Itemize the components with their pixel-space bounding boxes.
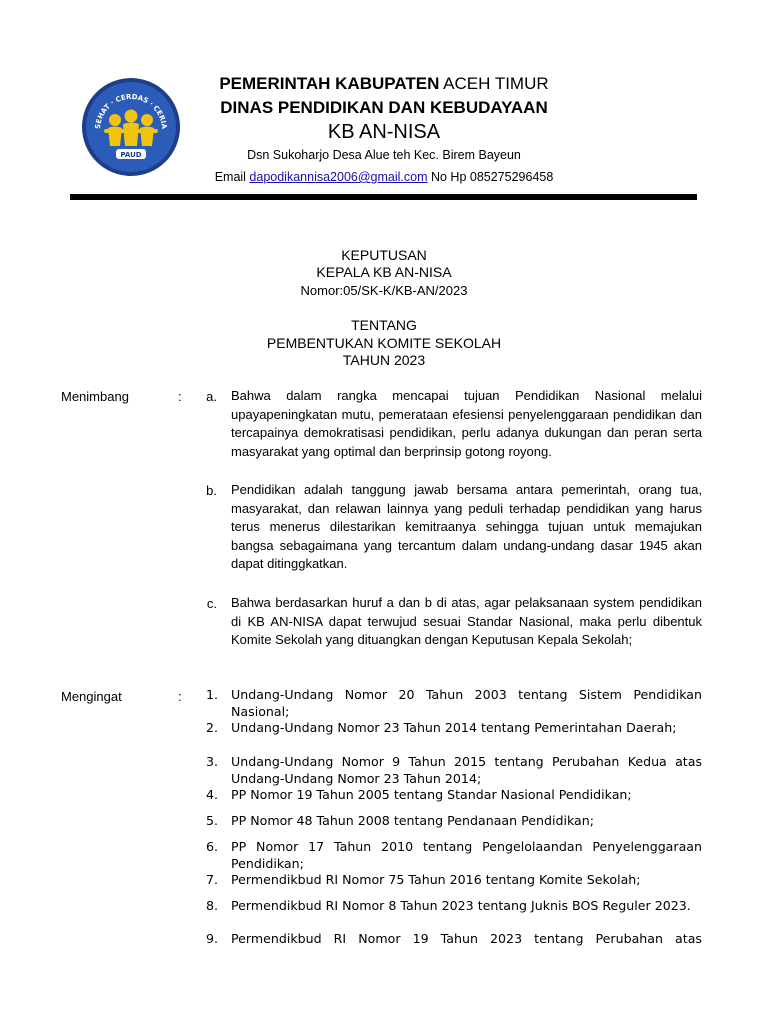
menimbang-colon: :: [178, 389, 182, 404]
menimbang-mark: c.: [206, 596, 217, 611]
menimbang-mark: a.: [206, 389, 217, 404]
email-label: Email: [214, 170, 250, 184]
mengingat-item: Permendikbud RI Nomor 75 Tahun 2016 tentang Komite Sekolah;: [231, 872, 641, 887]
mengingat-number: 5.: [205, 813, 218, 828]
mengingat-label: Mengingat: [61, 689, 122, 704]
letterhead-school-name: KB AN-NISA: [327, 121, 441, 143]
phone-number: No Hp 085275296458: [427, 170, 554, 184]
letterhead-region: ACEH TIMUR: [439, 74, 549, 93]
letterhead-address: Dsn Sukoharjo Desa Alue teh Kec. Birem Bayeun: [247, 148, 521, 162]
mengingat-item: Undang-Undang Nomor 23 Tahun 2014 tentang Pemerintahan Daerah;: [231, 720, 677, 735]
decree-subject: PEMBENTUKAN KOMITE SEKOLAH: [266, 335, 502, 351]
letterhead-government-bold: PEMERINTAH KABUPATEN: [219, 74, 440, 93]
letterhead-department: DINAS PENDIDIKAN DAN KEBUDAYAAN: [220, 98, 548, 117]
mengingat-number: 8.: [205, 898, 218, 913]
decree-about: TENTANG: [351, 317, 417, 333]
menimbang-label: Menimbang: [61, 389, 129, 404]
decree-heading: KEPUTUSAN: [341, 247, 427, 263]
letterhead-government: [0, 74, 768, 94]
logo-arc-text: SEHAT · CERDAS · CERIA: [93, 92, 169, 130]
decree-year: TAHUN 2023: [342, 352, 426, 368]
menimbang-mark: b.: [206, 483, 217, 498]
mengingat-item: PP Nomor 48 Tahun 2008 tentang Pendanaan Pendidikan;: [231, 813, 594, 828]
mengingat-item: Undang-Undang Nomor 9 Tahun 2015 tentang Perubahan Kedua atas Undang-Undang Nomor 23 Tahun 2014;: [231, 754, 702, 786]
mengingat-item: Undang-Undang Nomor 20 Tahun 2003 tentang Sistem Pendidikan Nasional;: [231, 687, 702, 719]
menimbang-point: Bahwa berdasarkan huruf a dan b di atas, agar pelaksanaan system pendidikan di KB AN-NISA dapat terwujud sesuai Standar Nasional, maka perlu dibentuk Komite Sekolah yang dituangkan dengan Keputusan Kepala Sekolah;: [231, 595, 702, 648]
mengingat-number: 4.: [205, 787, 218, 802]
mengingat-colon: :: [178, 689, 182, 704]
letterhead-contact: [0, 170, 768, 184]
mengingat-number: 7.: [205, 872, 218, 887]
mengingat-number: 3.: [205, 754, 218, 769]
menimbang-point: Pendidikan adalah tanggung jawab bersama antara pemerintah, orang tua, masyarakat, dan relawan lainnya yang peduli terhadap pendidikan yang harus terus menerus dilestarikan kemitraanya sehingga tujuan untuk memajukan bangsa sebagaimana yang tercantum dalam undang-undang dasar 1945 akan dapat ditinggkatkan.: [231, 482, 702, 572]
mengingat-item: PP Nomor 17 Tahun 2010 tentang Pengelolaandan Penyelenggaraan Pendidikan;: [231, 839, 702, 871]
menimbang-point: Bahwa dalam rangka mencapai tujuan Pendidikan Nasional melalui upayapeningkatan mutu, pemerataan efesiensi penyelenggaraan pendidikan dan tercapainya demokratisasi pendidikan, perlu adanya dukungan dan peran serta masyarakat yang optimal dan berprinsip gotong royong.: [231, 388, 702, 459]
mengingat-number: 2.: [205, 720, 218, 735]
mengingat-item: Permendikbud RI Nomor 19 Tahun 2023 tentang Perubahan atas: [231, 931, 702, 946]
email-link[interactable]: dapodikannisa2006@gmail.com: [249, 170, 428, 184]
letterhead-divider: [70, 194, 697, 200]
decree-issuer: KEPALA KB AN-NISA: [316, 264, 452, 280]
mengingat-number: 9.: [205, 931, 218, 946]
mengingat-number: 6.: [205, 839, 218, 854]
mengingat-number: 1.: [205, 687, 218, 702]
mengingat-item: Permendikbud RI Nomor 8 Tahun 2023 tentang Juknis BOS Reguler 2023.: [231, 898, 691, 913]
mengingat-item: PP Nomor 19 Tahun 2005 tentang Standar Nasional Pendidikan;: [231, 787, 632, 802]
logo-badge-text: PAUD: [120, 151, 142, 159]
decree-number: Nomor:05/SK-K/KB-AN/2023: [300, 283, 468, 298]
